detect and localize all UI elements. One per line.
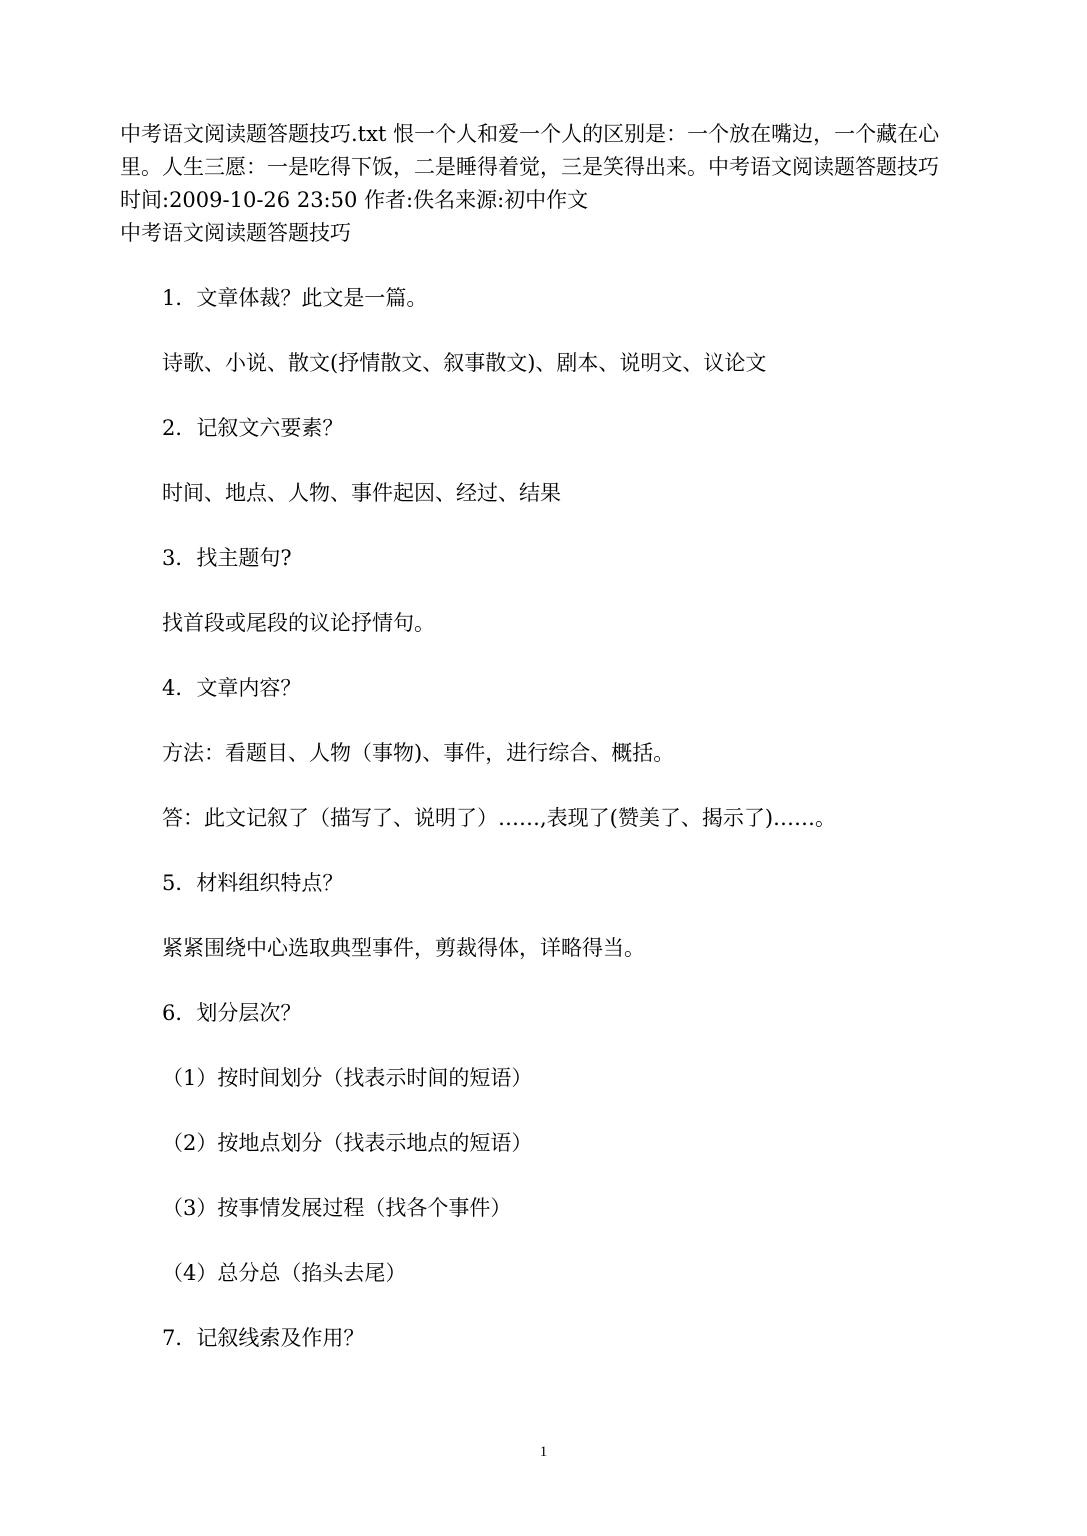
answer-2: 时间、地点、人物、事件起因、经过、结果: [162, 481, 561, 505]
question-1: 1．文章体裁？此文是一篇。: [162, 286, 428, 310]
answer-6-item-1: （1）按时间划分（找表示时间的短语）: [162, 1066, 533, 1090]
answer-3: 找首段或尾段的议论抒情句。: [162, 611, 435, 635]
page-number: 1: [539, 1444, 548, 1460]
answer-5: 紧紧围绕中心选取典型事件，剪裁得体，详略得当。: [162, 936, 645, 960]
question-3: 3．找主题句?: [162, 546, 292, 570]
question-5: 5．材料组织特点？: [162, 871, 344, 895]
answer-1: 诗歌、小说、散文(抒情散文、叙事散文)、剧本、说明文、议论文: [162, 351, 767, 375]
question-7: 7．记叙线索及作用？: [162, 1326, 365, 1350]
answer-6-item-3: （3）按事情发展过程（找各个事件）: [162, 1196, 512, 1220]
question-6: 6．划分层次？: [162, 1001, 302, 1025]
document-title: 中考语文阅读题答题技巧: [120, 221, 351, 245]
answer-4-template: 答：此文记叙了（描写了、说明了）……,表现了(赞美了、揭示了)……。: [162, 806, 837, 830]
answer-4-method: 方法：看题目、人物（事物)、事件，进行综合、概括。: [162, 741, 675, 765]
question-2: 2．记叙文六要素？: [162, 416, 344, 440]
answer-6-item-4: （4）总分总（掐头去尾）: [162, 1261, 407, 1285]
header-line-1: 中考语文阅读题答题技巧.txt 恨一个人和爱一个人的区别是：一个放在嘴边，一个藏在心: [120, 122, 940, 146]
answer-6-item-2: （2）按地点划分（找表示地点的短语）: [162, 1131, 533, 1155]
header-line-3: 时间:2009-10-26 23:50 作者:佚名来源:初中作文: [120, 188, 589, 212]
question-4: 4．文章内容？: [162, 676, 302, 700]
header-line-2: 里。人生三愿：一是吃得下饭，二是睡得着觉，三是笑得出来。中考语文阅读题答题技巧: [120, 155, 939, 179]
